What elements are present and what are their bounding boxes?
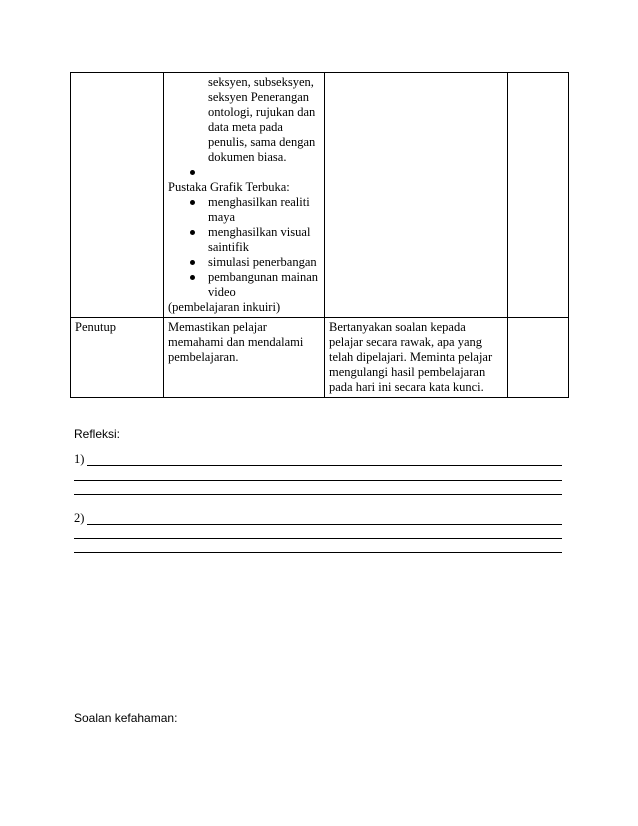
text-line: pelajar secara rawak, apa yang	[329, 335, 483, 349]
answer-2-label: 2)	[74, 511, 85, 525]
text-line: penulis, sama dengan	[208, 135, 316, 149]
table-cell	[71, 73, 164, 318]
answer-line[interactable]	[87, 524, 562, 525]
text-line: memahami dan mendalami	[168, 335, 304, 349]
text-line: pembelajaran.	[168, 350, 239, 364]
text-line: seksyen, subseksyen,	[208, 75, 314, 89]
phase-label: Penutup	[75, 320, 116, 334]
continued-text	[208, 75, 320, 165]
table-cell	[325, 73, 508, 318]
text-line: dokumen biasa.	[208, 150, 287, 164]
text-line: telah dipelajari. Meminta pelajar	[329, 350, 493, 364]
text-line: Memastikan pelajar	[168, 320, 267, 334]
empty-bullet	[168, 165, 320, 180]
text-line: mengulangi hasil pembelajaran	[329, 365, 486, 379]
answer-line[interactable]	[74, 552, 562, 553]
table-cell-phase	[71, 318, 164, 398]
bullet-list	[168, 195, 320, 300]
table-cell	[508, 318, 569, 398]
lesson-plan-table	[70, 72, 569, 398]
table-row	[71, 318, 569, 398]
answer-line[interactable]	[87, 465, 562, 466]
bullet-icon	[190, 275, 195, 280]
bullet-icon	[190, 200, 195, 205]
table-cell-activities	[164, 73, 325, 318]
note-text: (pembelajaran inkuiri)	[168, 300, 281, 314]
table-row	[71, 73, 569, 318]
table-cell-activities	[164, 318, 325, 398]
table-cell	[508, 73, 569, 318]
list-item: pembangunan mainan video	[168, 270, 320, 300]
bullet-icon	[190, 260, 195, 265]
answer-line[interactable]	[74, 480, 562, 481]
answer-1-label: 1)	[74, 452, 85, 466]
answer-line[interactable]	[74, 538, 562, 539]
table-cell-assessment	[325, 318, 508, 398]
bullet-icon	[190, 170, 195, 175]
text-line: ontologi, rujukan dan	[208, 105, 316, 119]
list-item: menghasilkan visual saintifik	[168, 225, 320, 255]
answer-line[interactable]	[74, 494, 562, 495]
text-line: data meta pada	[208, 120, 283, 134]
text-line: seksyen Penerangan	[208, 90, 310, 104]
text-line: Bertanyakan soalan kepada	[329, 320, 466, 334]
list-item: simulasi penerbangan	[168, 255, 320, 270]
reflection-heading: Refleksi:	[74, 427, 121, 441]
list-item: menghasilkan realiti maya	[168, 195, 320, 225]
comprehension-heading: Soalan kefahaman:	[74, 711, 178, 725]
section-heading: Pustaka Grafik Terbuka:	[168, 180, 290, 194]
bullet-icon	[190, 230, 195, 235]
text-line: pada hari ini secara kata kunci.	[329, 380, 484, 394]
